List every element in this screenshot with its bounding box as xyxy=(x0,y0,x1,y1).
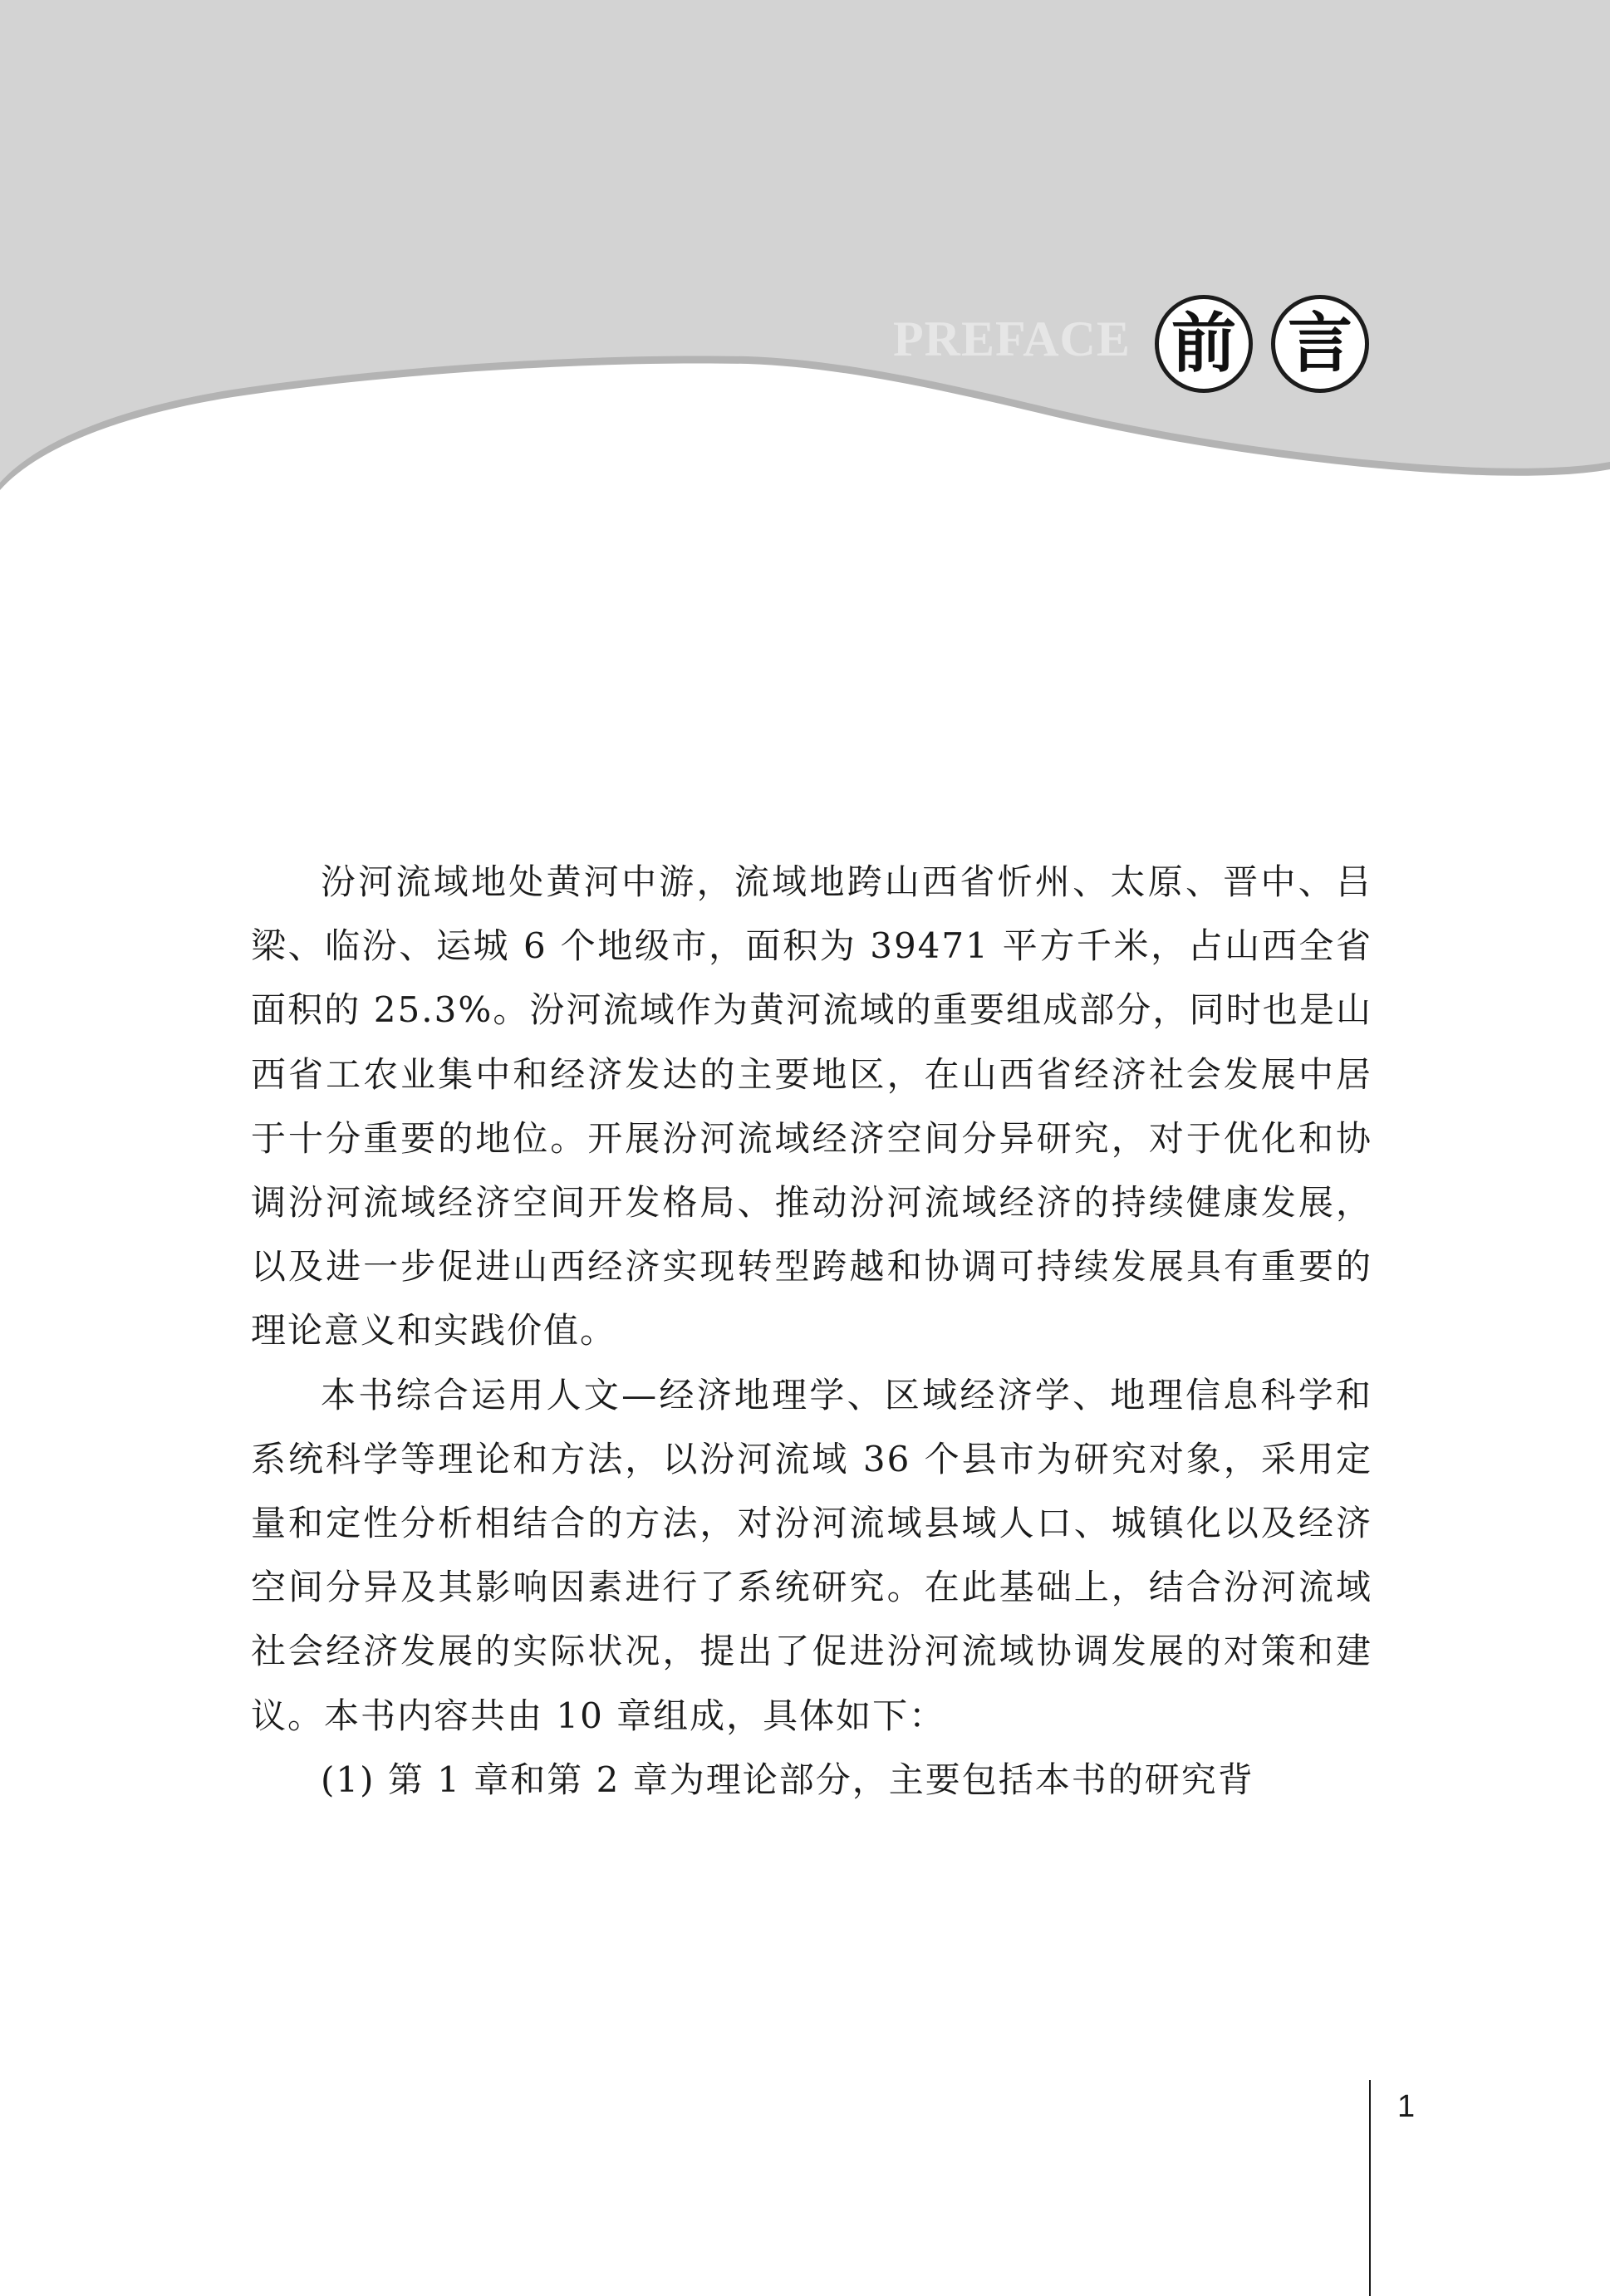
page-number-rule xyxy=(1369,2080,1371,2296)
header-wave-band xyxy=(0,0,1610,515)
title-char-circle-2: 言 xyxy=(1271,295,1369,393)
preface-latin-title: PREFACE xyxy=(893,312,1131,366)
title-char-circle-1: 前 xyxy=(1155,295,1253,393)
body-text xyxy=(251,850,1372,1812)
paragraph: (1) 第 1 章和第 2 章为理论部分，主要包括本书的研究背 xyxy=(321,1759,1254,1800)
paragraph: 本书综合运用人文—经济地理学、区域经济学、地理信息科学和系统科学等理论和方法，以汾河流域 36 个县市为研究对象，采用定量和定性分析相结合的方法，对汾河流域县域人口、城镇化以及经济空间分异及其影响因素进行了系统研究。在此基础上，结合汾河流域社会经济发展的实际状况，提出了促进汾河流域协调发展的对策和建议。本书内容共由 10 章组成，具体如下： xyxy=(251,1374,1372,1736)
header-wave-fill xyxy=(0,0,1610,483)
page-number: 1 xyxy=(1397,2089,1416,2124)
paragraph: 汾河流域地处黄河中游，流域地跨山西省忻州、太原、晋中、吕梁、临汾、运城 6 个地级市，面积为 39471 平方千米，占山西全省面积的 25.3%。汾河流域作为黄河流域的重要组成部分，同时也是山西省工农业集中和经济发达的主要地区，在山西省经济社会发展中居于十分重要的地位。开展汾河流域经济空间分异研究，对于优化和协调汾河流域经济空间开发格局、推动汾河流域经济的持续健康发展，以及进一步促进山西经济实现转型跨越和协调可持续发展具有重要的理论意义和实践价值。 xyxy=(251,861,1372,1352)
